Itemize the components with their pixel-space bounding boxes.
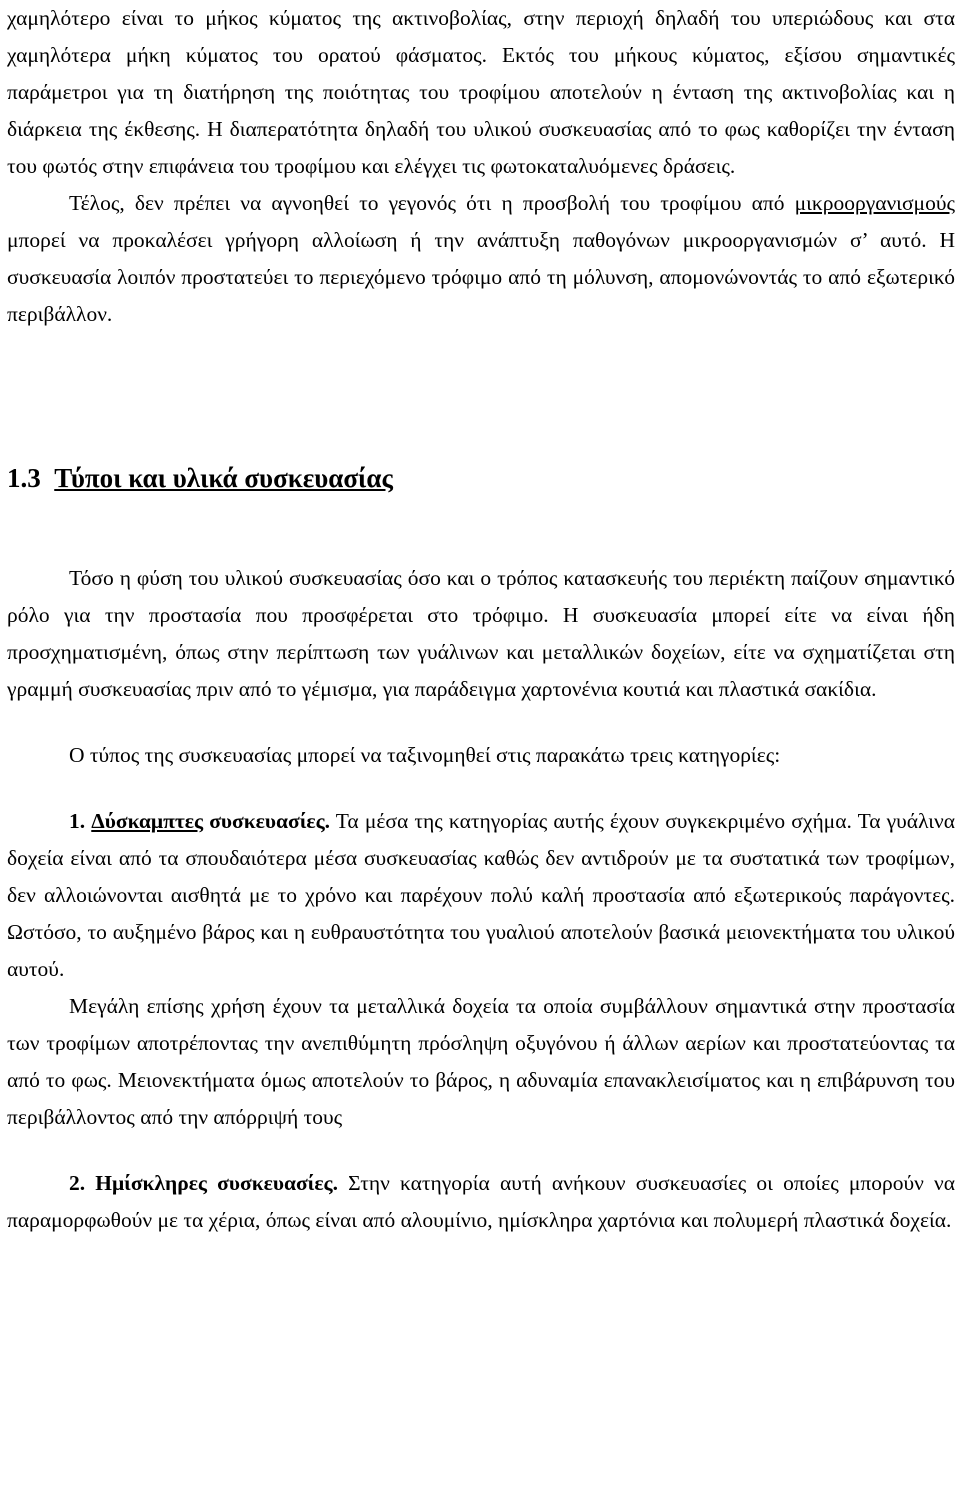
list-item-title: συσκευασίες. xyxy=(203,809,331,833)
paragraph-text: Τόσο η φύση του υλικού συσκευασίας όσο και ο τρόπος κατασκευής του περιέκτη παίζουν σημαντικό ρόλο για την προστασία που προσφέρεται στο τρόφιμο. Η συσκευασία μπορεί είτε να είναι ήδη προσχηματισμένη, όπως στην περίπτωση των γυάλινων και μεταλλικών δοχείων, είτε να σχηματίζεται στη γραμμή συσκευασίας πριν από το γέμισμα, για παράδειγμα χαρτονένια κουτιά και πλαστικά σακίδια. xyxy=(7,566,955,701)
list-item-rigid-packaging xyxy=(7,803,955,988)
section-title: Τύποι και υλικά συσκευασίας xyxy=(54,463,393,493)
list-item-text: Τα μέσα της κατηγορίας αυτής έχουν συγκεκριμένο σχήμα. Τα γυάλινα δοχεία είναι από τα σπουδαιότερα μέσα συσκευασίας καθώς δεν αντιδρούν με τα συστατικά των τροφίμων, δεν αλλοιώνονται αισθητά με το χρόνο και παρέχουν πολύ καλή προστασία από εξωτερικούς παράγοντες. Ωστόσο, το αυξημένο βάρος και η ευθραυστότητα του γυαλιού αποτελούν βασικά μειονεκτήματα του υλικού αυτού. xyxy=(7,809,956,981)
paragraph-packaging-nature xyxy=(7,560,955,708)
list-item-semi-rigid-packaging xyxy=(7,1165,955,1239)
list-item-number: 2. xyxy=(69,1171,86,1195)
list-item-title-underlined: Δύσκαμπτες xyxy=(91,809,204,833)
paragraph-microorganisms xyxy=(7,185,955,333)
section-heading xyxy=(7,458,955,498)
section-number: 1.3 xyxy=(7,463,41,493)
paragraph-text: Μεγάλη επίσης χρήση έχουν τα μεταλλικά δοχεία τα οποία συμβάλλουν σημαντικά στην προστασία των τροφίμων αποτρέποντας την ανεπιθύμητη πρόσληψη οξυγόνου ή άλλων αερίων και προστατεύοντας τα από το φως. Μειονεκτήματα όμως αποτελούν το βάρος, η αδυναμία επανακλεισίματος και η επιβάρυνση του περιβάλλοντος από την απόρριψή τους xyxy=(7,994,955,1129)
paragraph-text: Ο τύπος της συσκευασίας μπορεί να ταξινομηθεί στις παρακάτω τρεις κατηγορίες: xyxy=(69,743,781,767)
list-item-title: Ημίσκληρες συσκευασίες. xyxy=(95,1171,338,1195)
paragraph-text: χαμηλότερο είναι το μήκος κύματος της ακτινοβολίας, στην περιοχή δηλαδή του υπεριώδους και στα χαμηλότερα μήκη κύματος του ορατού φάσματος. Εκτός του μήκους κύματος, εξίσου σημαντικές παράμετροι για τη διατήρηση της ποιότητας του τροφίμου αποτελούν η ένταση της ακτινοβολίας και η διάρκεια της έκθεσης. Η διαπερατότητα δηλαδή του υλικού συσκευασίας από το φως καθορίζει την ένταση του φωτός στην επιφάνεια του τροφίμου και ελέγχει τις φωτοκαταλυόμενες δράσεις. xyxy=(7,6,955,178)
list-item-text: Στην κατηγορία αυτή ανήκουν συσκευασίες οι οποίες μπορούν να παραμορφωθούν με τα χέρια, όπως είναι από αλουμίνιο, ημίσκληρα χαρτόνια και πολυμερή πλαστικά δοχεία. xyxy=(7,1171,955,1232)
paragraph-light-intensity xyxy=(7,0,955,185)
underlined-term: μικροοργανισμούς xyxy=(794,191,955,215)
list-item-number: 1. xyxy=(69,809,86,833)
paragraph-text-start: Τέλος, δεν πρέπει να αγνοηθεί το γεγονός ότι η προσβολή του τροφίμου από xyxy=(69,191,795,215)
paragraph-metal-containers xyxy=(7,988,955,1136)
document-page xyxy=(7,0,955,1239)
paragraph-categories-intro xyxy=(7,737,955,774)
paragraph-text-end: μπορεί να προκαλέσει γρήγορη αλλοίωση ή την ανάπτυξη παθογόνων μικροοργανισμών σ’ αυτό. Η συσκευασία λοιπόν προστατεύει το περιεχόμενο τρόφιμο από τη μόλυνση, απομονώνοντάς το από εξωτερικό περιβάλλον. xyxy=(7,228,955,326)
